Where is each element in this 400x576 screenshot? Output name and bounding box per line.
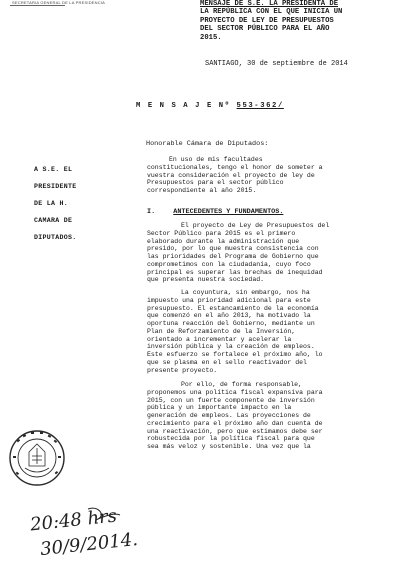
- text-line: presupuesto. El estancamiento de la economía: [147, 304, 319, 312]
- received-date: 30/9/2014.: [39, 528, 139, 561]
- text-line: las prioridades del Programa de Gobierno que: [147, 253, 319, 260]
- section-label: ANTECEDENTES Y FUNDAMENTOS.: [173, 208, 284, 216]
- received-time: 20:48 hrs: [29, 505, 118, 536]
- text-line: elaborado durante la administración que: [147, 237, 300, 245]
- paragraph-3: [147, 381, 384, 451]
- text-line: sea más veloz y sostenible. Una vez que la: [147, 443, 311, 450]
- addressee-line: PRESIDENTE: [34, 183, 77, 190]
- section-heading: [147, 208, 283, 216]
- mensaje-label: M E N S A J E Nº: [136, 102, 231, 110]
- document-date: SANTIAGO, 30 de septiembre de 2014: [205, 60, 348, 68]
- title-line: MENSAJE DE S.E. LA PRESIDENTA DE: [200, 0, 339, 8]
- title-line: LA REPÚBLICA CON EL QUE INICIA UN: [200, 8, 343, 17]
- text-line: presente proyecto.: [147, 366, 218, 374]
- section-number: I.: [147, 208, 156, 216]
- text-line: En uso de mis facultades: [169, 156, 263, 163]
- title-line: PROYECTO DE LEY DE PRESUPUESTOS: [200, 16, 334, 25]
- ministry-header: SECRETARIA GENERAL DE LA PRESIDENCIA: [12, 0, 106, 5]
- text-line: pública y un importante impacto en la: [147, 404, 292, 412]
- text-line: Por ello, de forma responsable,: [181, 381, 302, 388]
- text-line: Presupuestos para el sector público: [147, 179, 284, 187]
- text-line: correspondiente al año 2015.: [147, 187, 257, 194]
- text-line: vuestra consideración el proyecto de ley de: [147, 171, 315, 179]
- text-line: constitucionales, tengo el honor de someter a: [147, 163, 323, 171]
- text-line: impuesto una prioridad adicional para este: [147, 296, 311, 304]
- text-line: que se plasma en el sello reactivador del: [147, 358, 307, 366]
- text-line: inversión pública y la creación de empleos.: [147, 343, 315, 351]
- paragraph-2: [147, 289, 384, 374]
- addressee-line: CAMARA DE: [34, 217, 73, 224]
- intro-paragraph: [147, 156, 384, 195]
- text-line: proponemos una política fiscal expansiva para: [147, 388, 323, 396]
- header-rule: [10, 5, 65, 6]
- text-line: comprometimos con la ciudadanía, cuyo foco: [147, 260, 311, 268]
- text-line: principal es superar las brechas de inequidad: [147, 268, 323, 276]
- addressee-line: A S.E. EL: [34, 166, 73, 173]
- text-line: Sector Público para 2015 es el primero: [147, 229, 296, 237]
- title-line: 2015.: [200, 33, 222, 42]
- addressee-line: DE LA H.: [34, 200, 69, 207]
- salutation: Honorable Cámara de Diputados:: [146, 140, 269, 148]
- text-line: La coyuntura, sin embargo, nos ha: [181, 289, 310, 296]
- text-line: presido, por lo que muestra consistencia con: [147, 245, 319, 253]
- text-line: Este esfuerzo se fortalece el próximo año, lo: [147, 351, 323, 358]
- official-seal-stamp: [7, 428, 67, 488]
- text-line: robustecida por la política fiscal para que: [147, 435, 315, 443]
- text-line: crecimiento para el próximo año dan cuenta de: [147, 419, 323, 427]
- text-line: que comenzó en el año 2013, ha motivado la: [147, 312, 311, 320]
- text-line: una reactivación, pero que estimamos debe ser: [147, 427, 323, 435]
- mensaje-number: [136, 102, 284, 110]
- mensaje-id: 553-362/: [236, 102, 284, 110]
- text-line: El proyecto de Ley de Presupuestos del: [181, 222, 330, 229]
- addressee-line: DIPUTADOS.: [34, 234, 77, 241]
- text-line: orientado a incrementar y acelerar la: [147, 335, 292, 343]
- text-line: 2015, con un fuerte componente de inversión: [147, 396, 315, 404]
- text-line: que presenta nuestra sociedad.: [147, 276, 265, 284]
- document-title: [200, 0, 392, 42]
- paragraph-1: [147, 222, 384, 284]
- text-line: oportuna reacción del Gobierno, mediante un: [147, 320, 315, 327]
- title-line: DEL SECTOR PÚBLICO PARA EL AÑO: [200, 25, 330, 34]
- text-line: generación de empleos. Las proyecciones de: [147, 412, 311, 419]
- text-line: Plan de Reforzamiento de la Inversión,: [147, 327, 296, 335]
